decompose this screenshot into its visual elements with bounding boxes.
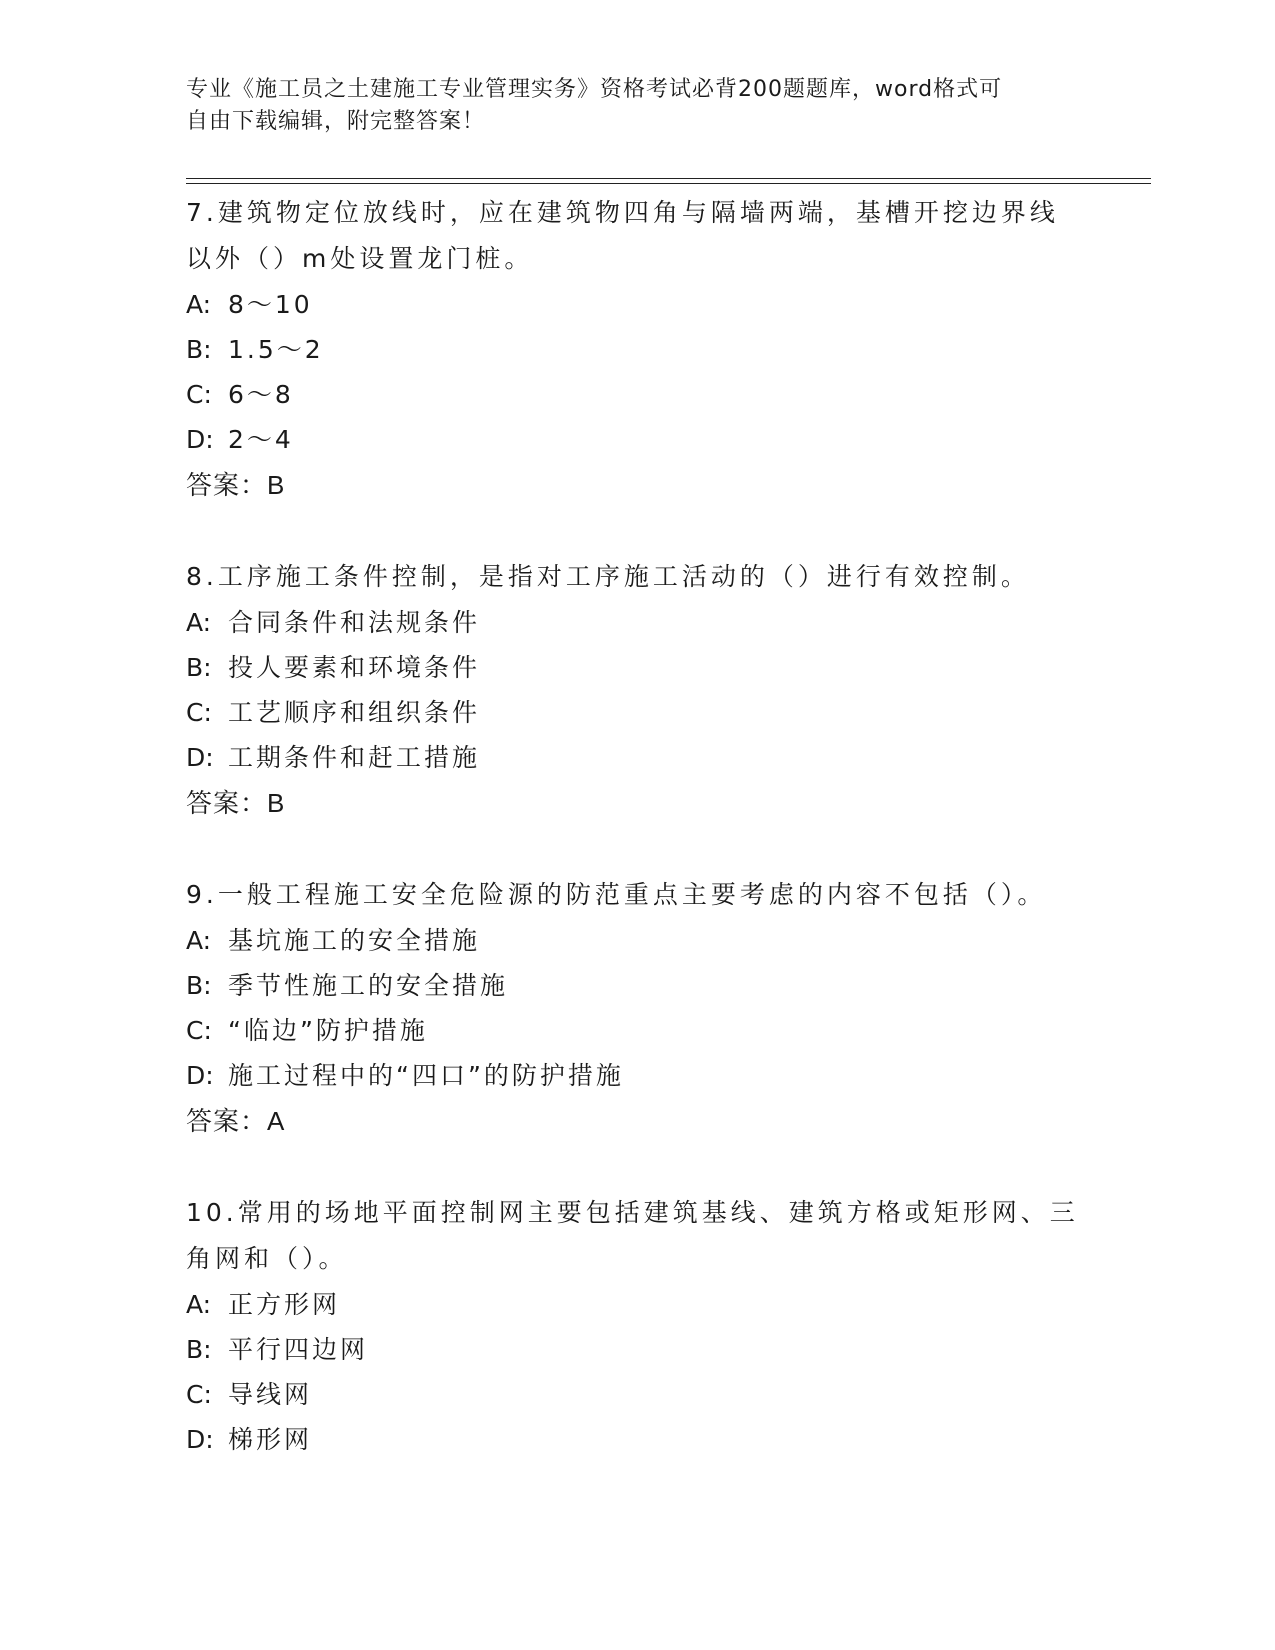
question-stem-line-2: 角网和（）。 [186,1244,348,1273]
option-text: 导线网 [228,1380,313,1409]
option-letter: D: [186,1061,214,1090]
option-letter: A: [186,1290,212,1319]
option-letter: D: [186,743,214,772]
option-letter: A: [186,608,212,637]
option-b [186,1327,1086,1372]
option-letter: B: [186,971,212,1000]
option-b [186,645,1086,690]
option-d [186,417,1086,462]
header-divider-top [186,178,1151,179]
answer-line: 答案：A [186,1106,286,1136]
option-letter: D: [186,425,214,454]
question-stem-line-1: 10.常用的场地平面控制网主要包括建筑基线、建筑方格或矩形网、三 [186,1198,1079,1227]
header-divider-bottom [186,183,1151,184]
option-text: 1.5～2 [228,335,324,364]
option-letter: D: [186,1425,214,1454]
header-line-2: 自由下载编辑，附完整答案！ [186,109,486,134]
option-text: 8～10 [228,290,313,319]
header-line-1: 专业《施工员之土建施工专业管理实务》资格考试必背200题题库，word格式可 [186,77,1003,102]
question-stem [186,872,1086,918]
option-letter: C: [186,380,212,409]
option-text: 2～4 [228,425,294,454]
option-c [186,690,1086,735]
question-stem-line-1: 9.一般工程施工安全危险源的防范重点主要考虑的内容不包括（）。 [186,880,1047,909]
option-a [186,600,1086,645]
question-9 [186,872,1086,1144]
question-stem-line-1: 7.建筑物定位放线时，应在建筑物四角与隔墙两端，基槽开挖边界线 [186,198,1059,227]
option-b [186,327,1086,372]
answer-line: 答案：B [186,470,286,500]
option-text: 投人要素和环境条件 [228,653,481,682]
option-letter: B: [186,335,212,364]
option-c [186,372,1086,417]
option-letter: A: [186,926,212,955]
option-c [186,1372,1086,1417]
option-d [186,1053,1086,1098]
question-stem-line-2: 以外（）m处设置龙门桩。 [186,244,534,273]
option-letter: C: [186,1016,212,1045]
question-7 [186,190,1086,508]
question-stem [186,554,1086,600]
document-header [186,74,1066,138]
option-b [186,963,1086,1008]
option-text: 工期条件和赶工措施 [228,743,481,772]
option-text: 6～8 [228,380,294,409]
option-a [186,1282,1086,1327]
option-text: 基坑施工的安全措施 [228,926,481,955]
option-text: 工艺顺序和组织条件 [228,698,481,727]
question-10 [186,1190,1086,1462]
option-text: 施工过程中的“四口”的防护措施 [228,1061,624,1090]
option-c [186,1008,1086,1053]
option-letter: C: [186,1380,212,1409]
option-d [186,1417,1086,1462]
question-stem [186,1190,1086,1282]
option-letter: B: [186,653,212,682]
option-a [186,282,1086,327]
option-letter: C: [186,698,212,727]
question-stem [186,190,1086,282]
option-text: 季节性施工的安全措施 [228,971,509,1000]
option-a [186,918,1086,963]
option-text: 平行四边网 [228,1335,369,1364]
option-text: 正方形网 [228,1290,341,1319]
question-stem-line-1: 8.工序施工条件控制，是指对工序施工活动的（）进行有效控制。 [186,562,1030,591]
option-text: 合同条件和法规条件 [228,608,481,637]
option-text: “临边”防护措施 [228,1016,428,1045]
option-d [186,735,1086,780]
option-letter: A: [186,290,212,319]
option-text: 梯形网 [228,1425,313,1454]
question-list [186,190,1086,1508]
answer-line: 答案：B [186,788,286,818]
question-8 [186,554,1086,826]
option-letter: B: [186,1335,212,1364]
